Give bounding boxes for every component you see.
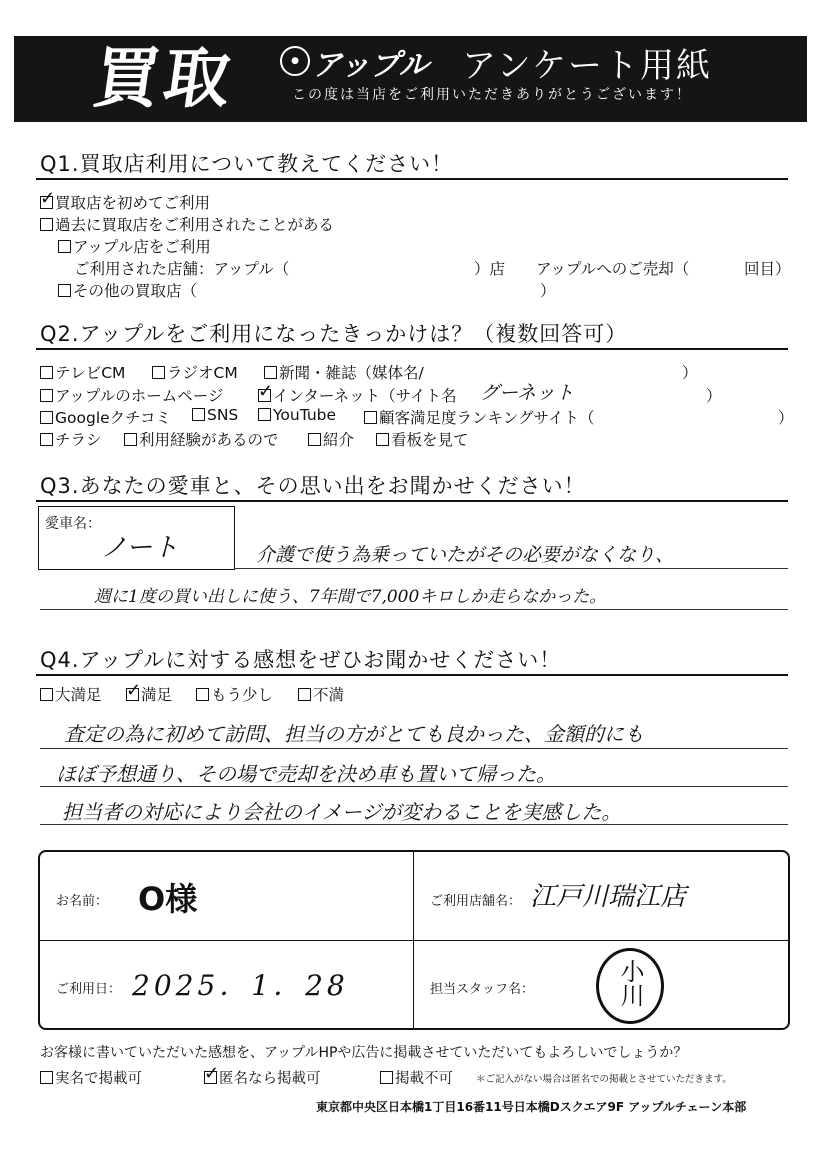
checkbox[interactable]: [308, 433, 321, 446]
q2-ranking-close: ）: [778, 409, 794, 427]
checkbox[interactable]: [40, 218, 53, 231]
checkbox[interactable]: [40, 196, 53, 209]
checkbox[interactable]: [40, 433, 53, 446]
option-label: 過去に買取店をご利用されたことがある: [55, 216, 335, 234]
checkbox[interactable]: [126, 688, 139, 701]
comment-line-1: 査定の為に初めて訪問、担当の方がとても良かった、金額的にも: [64, 722, 644, 746]
car-name-box[interactable]: [38, 506, 235, 570]
survey-title: アンケート用紙: [462, 46, 712, 86]
q2-option-radiocm[interactable]: [152, 361, 238, 383]
option-label: アップルのホームページ: [55, 387, 224, 405]
q1-store-used-label: ご利用された店舗：アップル（: [74, 260, 290, 278]
q4-option-very-satisfied[interactable]: [40, 683, 102, 705]
option-label: 紹介: [323, 431, 355, 449]
checkbox[interactable]: [40, 366, 53, 379]
option-label: ラジオCM: [167, 364, 238, 382]
q3-rule: [36, 500, 788, 502]
checkbox[interactable]: [204, 1071, 217, 1084]
memory-line-1: 介護で使う為乗っていたがその必要がなくなり、: [256, 544, 675, 566]
checkbox[interactable]: [40, 688, 53, 701]
checkbox[interactable]: [192, 408, 205, 421]
consent-option-anonymous[interactable]: [204, 1067, 321, 1088]
q2-option-ranking[interactable]: [364, 406, 594, 428]
q2-newspaper-close: ）: [682, 364, 698, 382]
checkbox[interactable]: [40, 1071, 53, 1084]
q1-option-first-time[interactable]: [40, 191, 210, 213]
option-label: 匿名なら掲載可: [219, 1071, 321, 1087]
q4-option-could-be-better[interactable]: [196, 683, 273, 705]
option-label: 買取店を初めてご利用: [55, 194, 211, 212]
q1-option-used-before[interactable]: [40, 213, 334, 235]
memory-line-2: 週に1度の買い出しに使う、7年間で7,000キロしか走らなかった。: [94, 587, 607, 607]
q2-option-experience[interactable]: [124, 428, 279, 450]
q2-option-referral[interactable]: [308, 428, 354, 450]
checkbox[interactable]: [298, 688, 311, 701]
q2-option-tvcm[interactable]: [40, 361, 125, 383]
thanks-message: この度は当店をご利用いただきありがとうございます！: [292, 87, 692, 103]
memory-rule-2: [40, 609, 788, 610]
q2-title: Q2.アップルをご利用になったきっかけは？（複数回答可）: [40, 322, 628, 346]
staff-name-stamp: [596, 948, 664, 1024]
option-label: チラシ: [55, 431, 102, 449]
q2-option-sns[interactable]: [192, 406, 238, 424]
option-label: 看板を見て: [391, 431, 469, 449]
q4-option-dissatisfied[interactable]: [298, 683, 344, 705]
staff-stamp-text: 小川: [616, 959, 644, 1007]
q2-rule: [36, 348, 788, 350]
car-name-handwritten: ノート: [101, 533, 179, 563]
checkbox[interactable]: [196, 688, 209, 701]
option-label: 大満足: [55, 686, 102, 704]
checkbox[interactable]: [364, 411, 377, 424]
store-value[interactable]: 江戸川瑞江店: [530, 882, 687, 912]
header-banner: [14, 36, 807, 122]
checkbox[interactable]: [40, 411, 53, 424]
comment-line-2: ほぼ予想通り、その場で売却を決め車も置いて帰った。: [56, 762, 556, 786]
checkbox[interactable]: [258, 389, 271, 402]
option-label: 新聞・雑誌（媒体名/: [279, 364, 424, 382]
checkbox[interactable]: [258, 408, 271, 421]
customer-info-box: [38, 850, 790, 1030]
checkbox[interactable]: [40, 389, 53, 402]
car-name-label: 愛車名：: [45, 516, 101, 532]
option-label: 掲載不可: [395, 1071, 453, 1087]
consent-option-real-name[interactable]: [40, 1067, 142, 1088]
date-label: ご利用日：: [56, 982, 122, 997]
q1-rule: [36, 178, 788, 180]
q2-option-internet[interactable]: [258, 384, 457, 406]
consent-note: ＊ご記入がない場合は匿名での掲載とさせていただきます。: [476, 1074, 732, 1085]
comment-line-3: 担当者の対応により会社のイメージが変わることを実感した。: [62, 800, 622, 824]
checkbox[interactable]: [124, 433, 137, 446]
name-value[interactable]: O様: [138, 880, 198, 918]
option-label: Googleクチコミ: [55, 409, 172, 427]
option-label: YouTube: [273, 406, 337, 424]
q2-option-google[interactable]: [40, 406, 171, 428]
q1-sale-count-label: アップルへのご売却（: [536, 260, 690, 278]
brand-name: アップル: [312, 48, 429, 83]
option-label: インターネット（サイト名: [273, 387, 457, 405]
q4-title: Q4.アップルに対する感想をぜひお聞かせください！: [40, 648, 562, 672]
q4-rule: [36, 674, 788, 676]
memory-rule-1: [234, 568, 788, 569]
checkbox[interactable]: [152, 366, 165, 379]
q3-title: Q3.あなたの愛車と、その思い出をお聞かせください！: [40, 474, 586, 498]
q2-site-name-handwritten: グーネット: [480, 382, 575, 404]
option-label: テレビCM: [55, 364, 126, 382]
q2-option-youtube[interactable]: [258, 406, 336, 424]
consent-question: お客様に書いていただいた感想を、アップルHPや広告に掲載させていただいてもよろしいでしょうか？: [40, 1045, 688, 1061]
name-label: お名前：: [56, 894, 109, 909]
q1-sale-count-suffix: 回目）: [744, 260, 791, 278]
consent-option-not-allowed[interactable]: [380, 1067, 453, 1088]
option-label: 不満: [313, 686, 345, 704]
option-label: もう少し: [211, 686, 274, 704]
comment-rule-2: [40, 786, 788, 787]
q1-title: Q1.買取店利用について教えてください！: [40, 152, 454, 176]
date-value[interactable]: 2025．1．28: [132, 969, 349, 1002]
footer-address: 東京都中央区日本橋1丁目16番11号日本橋Dスクエア9F アップルチェーン本部: [316, 1100, 747, 1114]
option-label: 実名で掲載可: [55, 1071, 142, 1087]
checkbox[interactable]: [58, 284, 71, 297]
option-label: その他の買取店（: [73, 282, 198, 300]
q1-other-close: ）: [540, 282, 556, 300]
checkbox[interactable]: [264, 366, 277, 379]
q2-option-newspaper[interactable]: [264, 361, 424, 383]
q2-option-flyer[interactable]: [40, 428, 102, 450]
checkbox[interactable]: [376, 433, 389, 446]
q4-option-satisfied[interactable]: [126, 683, 172, 705]
apple-logo-icon: ●: [280, 46, 310, 76]
option-label: 利用経験があるので: [139, 431, 279, 449]
q1-option-other[interactable]: [58, 279, 197, 301]
option-label: SNS: [207, 406, 239, 424]
option-label: 満足: [141, 686, 173, 704]
q1-option-apple[interactable]: [58, 235, 211, 257]
store-label: ご利用店舗名：: [430, 894, 522, 909]
checkbox[interactable]: [380, 1071, 393, 1084]
q2-option-homepage[interactable]: [40, 384, 224, 406]
q2-option-signboard[interactable]: [376, 428, 469, 450]
q2-internet-close: ）: [706, 387, 722, 405]
kaitori-logo-text: 買取: [88, 40, 240, 117]
comment-rule-3: [40, 824, 788, 825]
option-label: アップル店をご利用: [73, 238, 211, 256]
q1-store-suffix: ）店: [474, 260, 506, 278]
info-horizontal-divider: [40, 940, 788, 941]
staff-label: 担当スタッフ名：: [430, 982, 535, 997]
checkbox[interactable]: [58, 240, 71, 253]
comment-rule-1: [40, 748, 788, 749]
option-label: 顧客満足度ランキングサイト（: [379, 409, 595, 427]
